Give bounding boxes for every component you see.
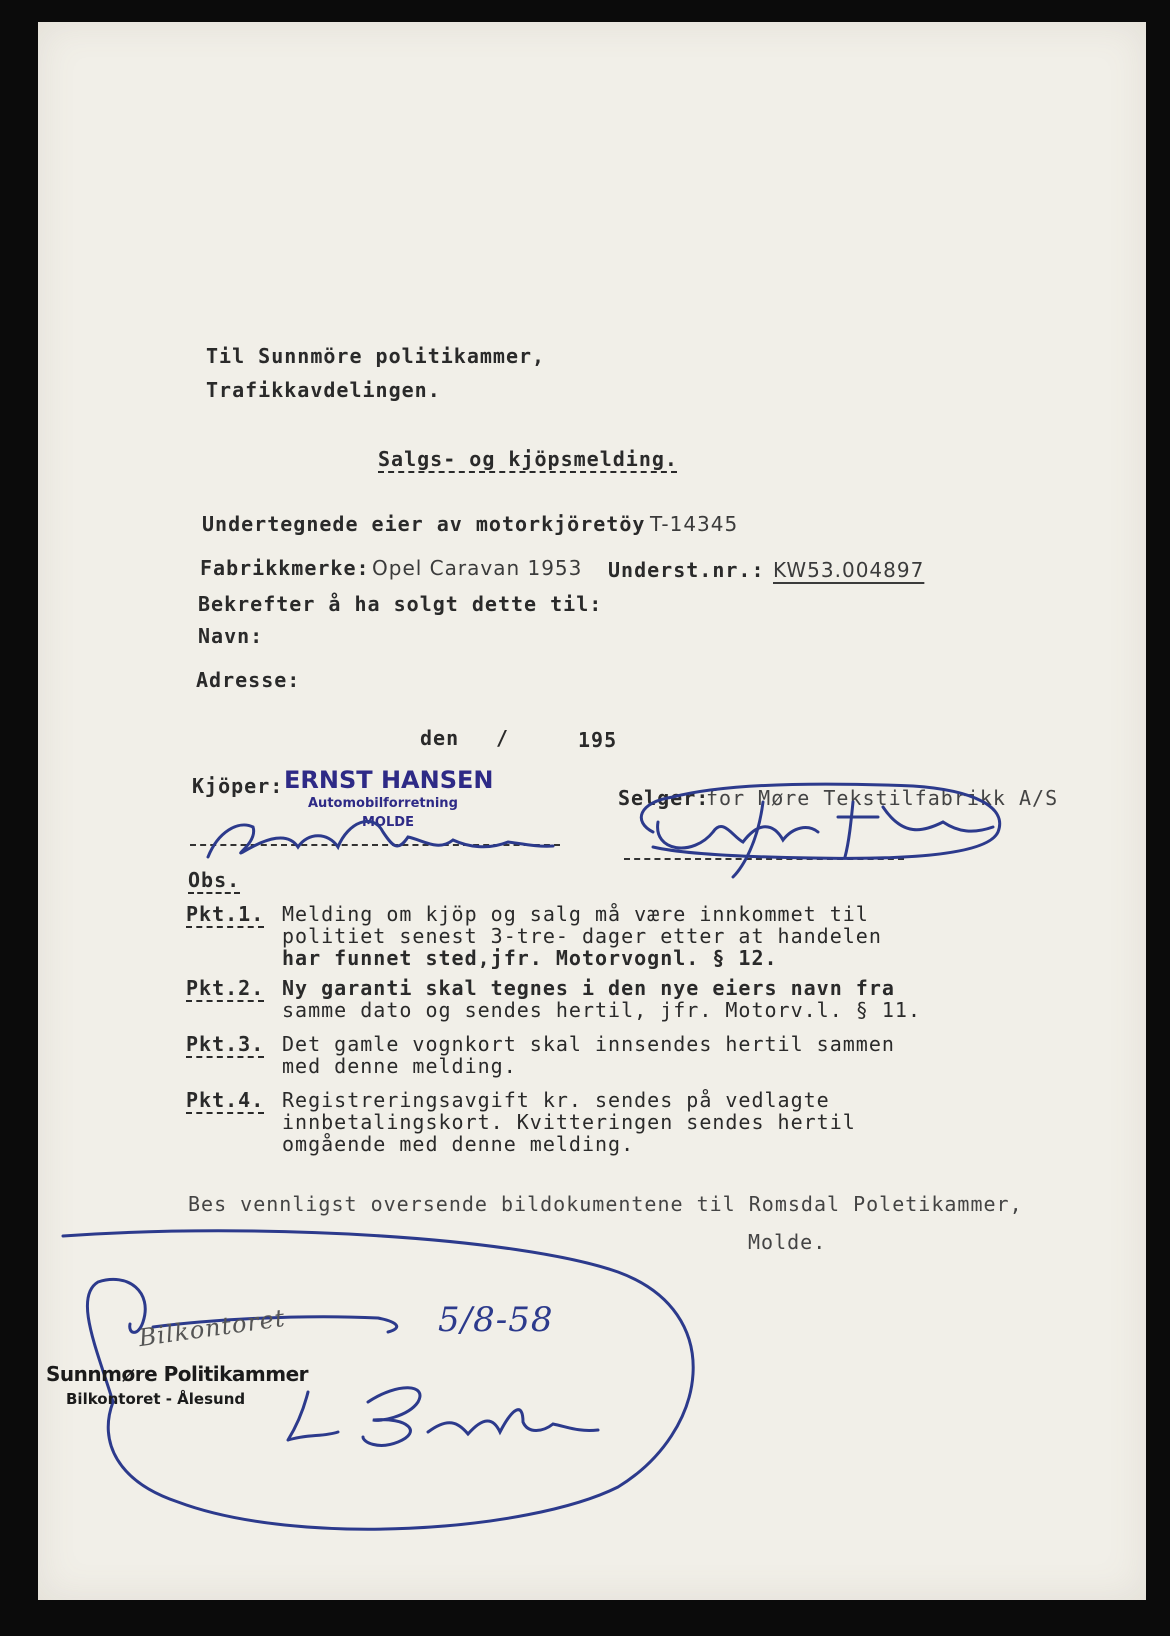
document-page [38, 22, 1146, 1600]
registration-number: T-14345 [650, 512, 739, 536]
officer-signature [278, 1362, 608, 1452]
make-value: Opel Caravan 1953 [372, 556, 583, 580]
seller-signature [613, 762, 1023, 882]
obs-point-4-line-2: innbetalingskort. Kvitteringen sendes hertil [282, 1110, 856, 1134]
address-label: Adresse: [196, 668, 301, 692]
date-year: 195 [578, 728, 618, 752]
obs-point-2-line-2: samme dato og sendes hertil, jfr. Motorv.l. § 11. [282, 998, 922, 1022]
obs-point-4-line-3: omgående med denne melding. [282, 1132, 635, 1156]
obs-point-2-line-1: Ny garanti skal tegnes i den nye eiers navn fra [282, 976, 895, 1000]
request-line-2: Molde. [748, 1230, 827, 1254]
obs-point-3-line-2: med denne melding. [282, 1054, 517, 1078]
date-den: den [420, 726, 460, 750]
name-label: Navn: [198, 624, 264, 648]
request-line-1: Bes vennligst oversende bildokumentene til Romsdal Poletikammer, [188, 1192, 1023, 1216]
date-slash: / [496, 726, 510, 750]
obs-point-4-line-1: Registreringsavgift kr. sendes på vedlagte [282, 1088, 830, 1112]
handwritten-date: 5/8-58 [438, 1300, 554, 1340]
sold-to-label: Bekrefter å ha solgt dette til: [198, 592, 603, 616]
obs-point-1-line-2: politiet senest 3-tre- dager etter at handelen [282, 924, 882, 948]
chassis-label: Underst.nr.: [608, 558, 765, 582]
obs-point-4-label: Pkt.4. [186, 1088, 265, 1112]
buyer-stamp-name: ERNST HANSEN [284, 766, 494, 794]
obs-title: Obs. [188, 868, 241, 892]
seller-label: Selger: [618, 786, 710, 810]
office-stamp-line-2: Bilkontoret - Ålesund [66, 1390, 246, 1408]
obs-point-3-label: Pkt.3. [186, 1032, 265, 1056]
make-label: Fabrikkmerke: [200, 556, 370, 580]
obs-point-1-label: Pkt.1. [186, 902, 265, 926]
document-heading: Salgs- og kjöpsmelding. [378, 447, 678, 471]
buyer-label: Kjöper: [192, 774, 284, 798]
buyer-stamp-line2: Automobilforretning [308, 796, 458, 811]
buyer-signature [198, 802, 558, 872]
seller-text: for Møre Tekstilfabrikk A/S [706, 786, 1059, 810]
address-line-1: Til Sunnmöre politikammer, [206, 344, 546, 368]
owner-label: Undertegnede eier av motorkjöretöy [202, 512, 646, 536]
obs-point-2-label: Pkt.2. [186, 976, 265, 1000]
obs-point-1-line-1: Melding om kjöp og salg må være innkommet til [282, 902, 869, 926]
address-line-2: Trafikkavdelingen. [206, 378, 441, 402]
obs-point-1-line-3: har funnet sted,jfr. Motorvognl. § 12. [282, 946, 778, 970]
obs-point-3-line-1: Det gamle vognkort skal innsendes hertil sammen [282, 1032, 895, 1056]
office-written-label: Bilkontoret [136, 1303, 288, 1353]
chassis-value: KW53.004897 [773, 558, 925, 582]
office-stamp-line-1: Sunnmøre Politikammer [46, 1362, 309, 1386]
buyer-stamp-line3: MOLDE [362, 815, 414, 830]
